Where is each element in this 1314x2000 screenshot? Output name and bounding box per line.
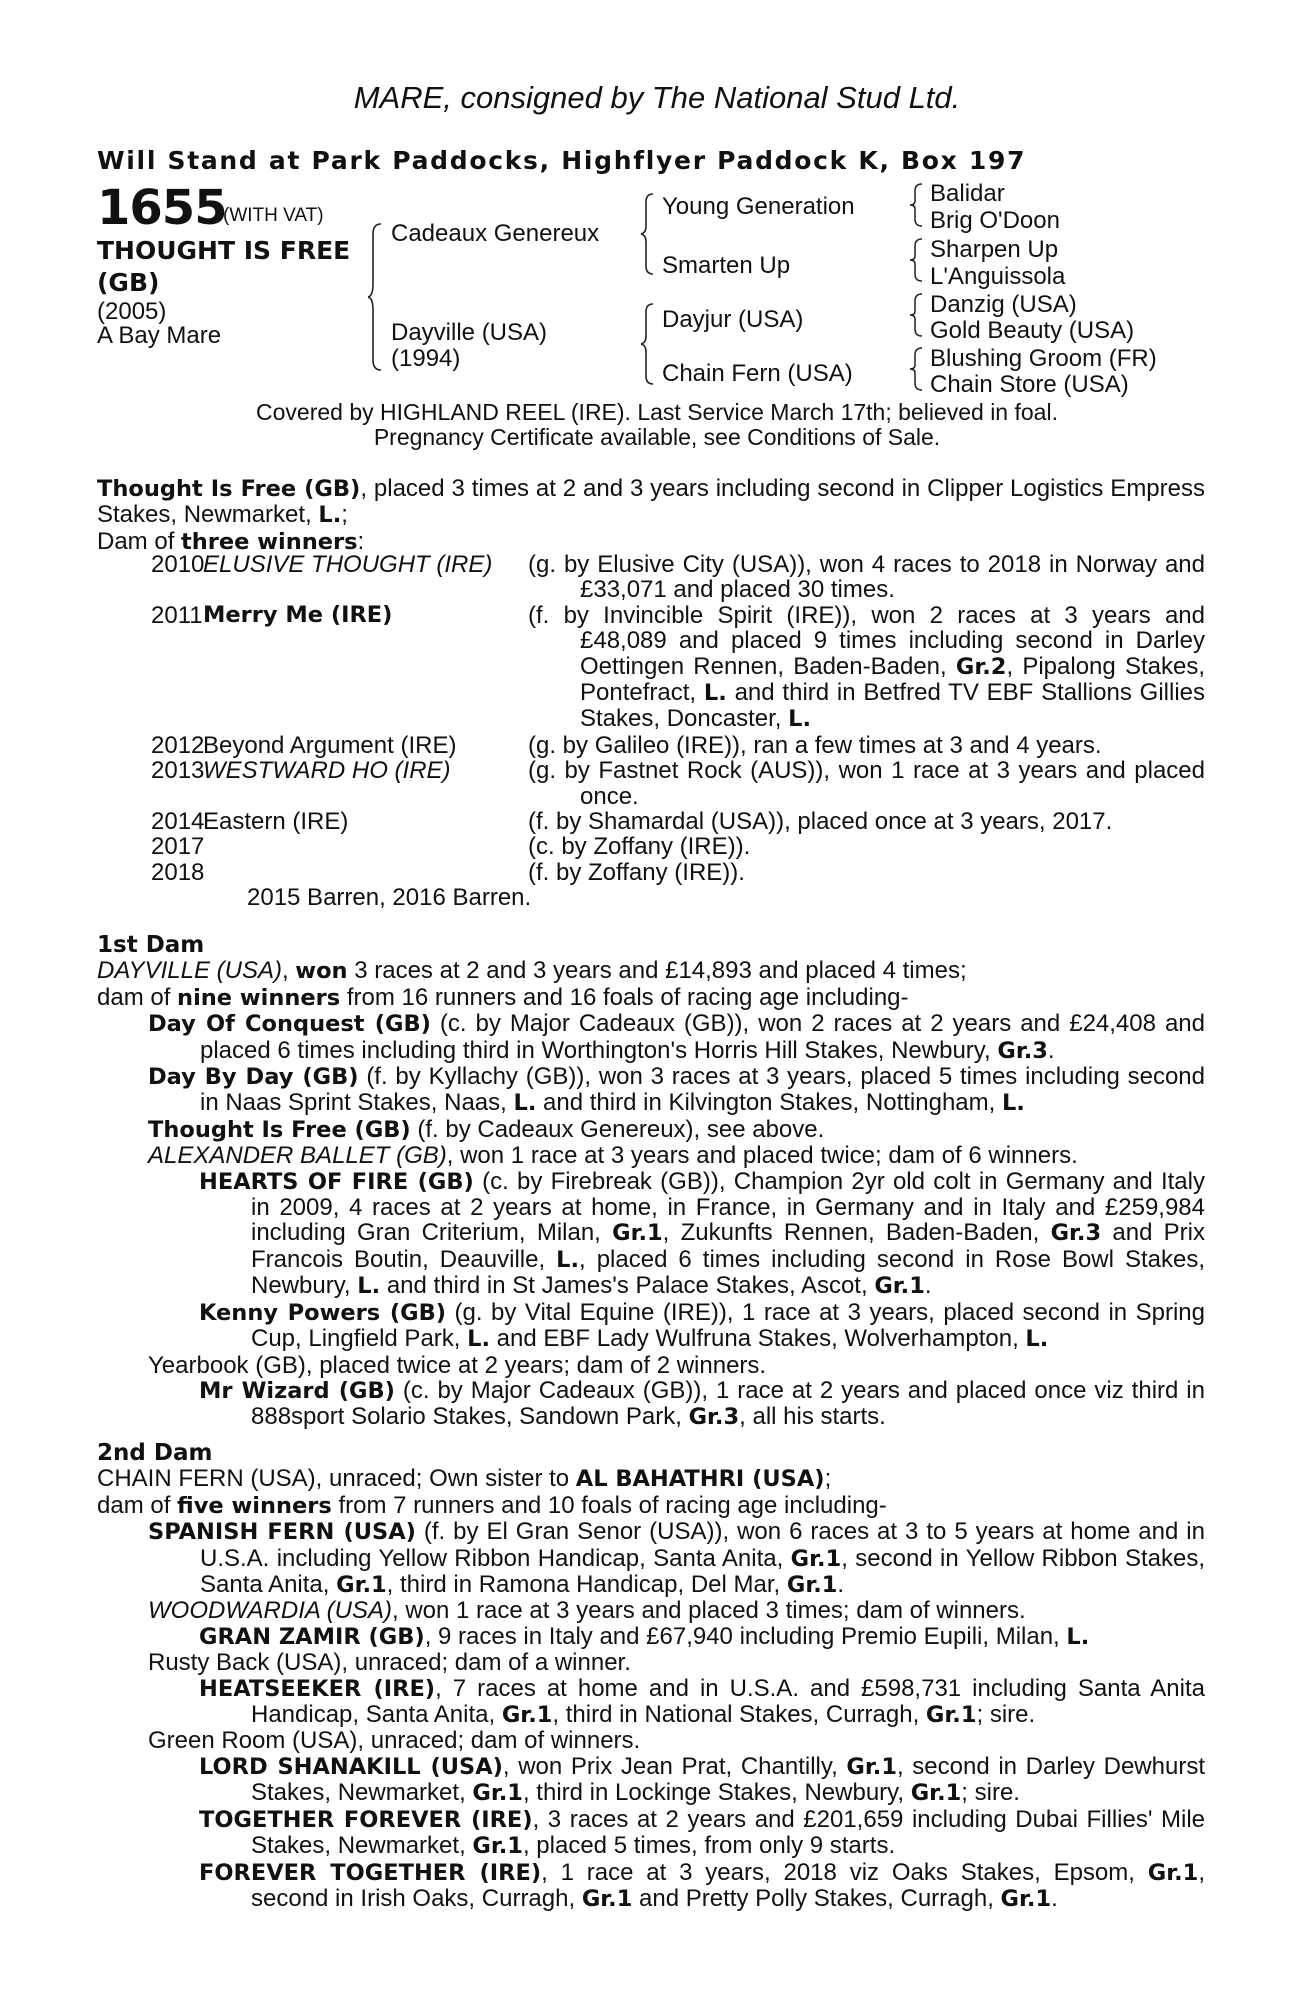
- produce-text: ; sire.: [976, 1701, 1036, 1729]
- produce-text: and Pretty Polly Stakes, Curragh,: [632, 1884, 1001, 1912]
- grade: L.: [788, 706, 811, 733]
- grade: Gr.1: [786, 1572, 838, 1599]
- pedigree-g3: Blushing Groom (FR): [930, 345, 1157, 372]
- standing-line: Will Stand at Park Paddocks, Highflyer Paddock K, Box 197: [97, 146, 1027, 175]
- produce-text: , third in Ramona Handicap, Del Mar,: [386, 1571, 787, 1599]
- produce-text: , 7 races at home and in U.S.A. and £598,731 including Santa Anita Handicap, Santa Anita,: [251, 1674, 1205, 1729]
- progeny-row: [97, 603, 1205, 733]
- grade: L.: [318, 502, 342, 529]
- dam-of-text: from 7 runners and 10 foals of racing age including-: [331, 1491, 887, 1519]
- produce-name: Day By Day (GB): [148, 1064, 359, 1091]
- progeny-name: [203, 834, 528, 859]
- dam-text: 3 races at 2 and 3 years and £14,893 and placed 4 times;: [347, 957, 967, 985]
- progeny-year: 2014: [151, 808, 205, 836]
- grade: Gr.1: [472, 1780, 523, 1807]
- grade: Gr.1: [581, 1885, 633, 1912]
- produce-name: FOREVER TOGETHER (IRE): [199, 1859, 542, 1886]
- grade: L.: [357, 1273, 381, 1300]
- summary-name: Thought Is Free (GB): [97, 476, 361, 502]
- punct: .: [1047, 1036, 1055, 1064]
- progeny-name: Beyond Argument (IRE): [203, 731, 457, 759]
- pedigree-g3: Balidar: [930, 180, 1005, 207]
- progeny-year: 2013: [151, 757, 205, 785]
- second-dam-section: [97, 1440, 1205, 1912]
- produce-name: SPANISH FERN (USA): [148, 1519, 416, 1546]
- produce-text: (f. by Cadeaux Genereux), see above.: [410, 1115, 825, 1143]
- produce-text: , all his starts.: [739, 1403, 886, 1431]
- grade: L.: [556, 1246, 580, 1273]
- grade: L.: [467, 1326, 491, 1353]
- grade: Gr.1: [1000, 1885, 1052, 1912]
- produce-text: , second in Darley Dewhurst Stakes, Newmarket,: [251, 1752, 1205, 1807]
- produce-entry: [97, 1598, 1205, 1623]
- produce-text: , won Prix Jean Prat, Chantilly,: [502, 1752, 847, 1780]
- produce-text: and Prix Francois Boutin, Deauville,: [251, 1219, 1205, 1273]
- grade: Gr.1: [910, 1780, 962, 1807]
- covering-line: Covered by HIGHLAND REEL (IRE). Last Service March 17th; believed in foal.: [256, 399, 1058, 425]
- pedigree-dam-year: (1994): [391, 345, 461, 372]
- produce-text: , 9 races in Italy and £67,940 including Premio Eupili, Milan,: [424, 1622, 1067, 1650]
- progeny-desc-text: (f. by Shamardal (USA)), placed once at 3 years, 2017.: [528, 808, 1113, 836]
- lot-number: 1655: [97, 180, 227, 236]
- progeny-desc-text: (c. by Zoffany (IRE)).: [528, 833, 751, 861]
- grade: Gr.3: [1050, 1220, 1102, 1247]
- produce-entry: [97, 1650, 1205, 1675]
- produce-entry: [97, 1860, 1205, 1913]
- produce-text: ; sire.: [961, 1779, 1020, 1807]
- punct: .: [837, 1571, 845, 1599]
- produce-text: , Zukunfts Rennen, Baden-Baden,: [662, 1219, 1051, 1247]
- progeny-desc: [528, 834, 1205, 859]
- progeny-table: [97, 552, 1205, 911]
- sister-name: AL BAHATHRI (USA): [575, 1466, 825, 1493]
- grade: L.: [1066, 1623, 1090, 1650]
- won-label: won: [295, 958, 348, 985]
- produce-text: (f. by El Gran Senor (USA)), won 6 races at 3 to 5 years at home and in U.S.A. including Yellow Ribbon Handicap, Santa Anita,: [200, 1518, 1205, 1572]
- pedigree-g3: Danzig (USA): [930, 291, 1077, 318]
- pedigree-dam: Dayville (USA): [391, 319, 548, 346]
- produce-text: , 1 race at 3 years, 2018 viz Oaks Stakes, Epsom,: [541, 1858, 1148, 1886]
- progeny-name: [203, 860, 528, 885]
- produce-text: and third in St James's Palace Stakes, Ascot,: [380, 1272, 875, 1300]
- produce-text: , third in Lockinge Stakes, Newbury,: [522, 1779, 911, 1807]
- produce-name: HEARTS OF FIRE (GB): [199, 1168, 474, 1195]
- summary-text: , placed 3 times at 2 and 3 years including second in Clipper Logistics Empress Stakes, Newmarket,: [97, 475, 1205, 529]
- pregnancy-line: Pregnancy Certificate available, see Conditions of Sale.: [373, 424, 941, 450]
- produce-entry: [97, 1169, 1205, 1300]
- produce-text: , won 1 race at 3 years and placed 3 times; dam of winners.: [392, 1597, 1026, 1625]
- pedigree-brace-g3-4: [909, 346, 925, 392]
- produce-entry: [97, 1117, 1205, 1143]
- produce-entry: [97, 1064, 1205, 1117]
- progeny-row: [97, 552, 1205, 603]
- produce-text: (c. by Major Cadeaux (GB)), 1 race at 2 years and placed once viz third in 888sport Solario Stakes, Sandown Park,: [251, 1376, 1205, 1431]
- produce-text: (g. by Vital Equine (IRE)), 1 race at 3 years, placed second in Spring Cup, Lingfield Park,: [251, 1298, 1205, 1353]
- dam-name: DAYVILLE (USA): [97, 957, 282, 985]
- produce-entry: [97, 1300, 1205, 1353]
- pedigree-brace-sire: [640, 192, 656, 276]
- grade: Gr.1: [501, 1702, 553, 1729]
- produce-entry: [97, 1143, 1205, 1168]
- produce-entry: [97, 1353, 1205, 1378]
- progeny-row: [97, 834, 1205, 859]
- pedigree-brace-g3-3: [909, 292, 925, 338]
- first-dam-section: 1st Dam DAYVILLE (USA), won 3 races at 2 and 3 years and £14,893 and placed 4 times; dam of nine winners from 16 runners and 16 foals of racing age including- Day Of Conquest (GB) (c. by Major Cadeaux (GB)), won 2 races at 2 years and £24,408 and placed 6 times including third in Worthington's Horris Hill Stakes, Newbury, Gr.3. Day By Day (GB) (f. by Kyllachy (GB)), won 3 races at 3 years, placed 5 times including second in Naas Sprint Stakes, Naas, L. and third in Kilvington Stakes, Nottingham, L. Thought Is Free (GB) (f. by Cadeaux Genereux), see above. ALEXANDER BALLET (GB), won 1 race at 3 years and placed twice; dam of 6 winners. HEARTS OF FIRE (GB) (c. by Firebreak (GB)), Champion 2yr old colt in Germany and Italy in 2009, 4 races at 2 years at home, in France, in Germany and in Italy and £259,984 including Gran Criterium, Milan, Gr.1, Zukunfts Rennen, Baden-Baden, Gr.3 and Prix Francois Boutin, Deauville, L., placed 6 times including second in Rose Bowl Stakes, Newbury, L. and third in St James's Palace Stakes, Ascot, Gr.1. Kenny Powers (GB) (g. by Vital Equine (IRE)), 1 race at 3 years, placed second in Spring Cup, Lingfield Park, L. and EBF Lady Wulfruna Stakes, Wolverhampton, L. Yearbook (GB), placed twice at 2 years; dam of 2 winners. Mr Wizard (GB) (c. by Major Cadeaux (GB)), 1 race at 2 years and placed once viz third in 888sport Solario Stakes, Sandown Park, Gr.3, all his starts.: [97, 932, 1206, 1431]
- grade: Gr.1: [874, 1273, 925, 1300]
- consignment-line: MARE, consigned by The National Stud Ltd.: [353, 80, 961, 115]
- produce-text: (f. by Kyllachy (GB)), won 3 races at 3 years, placed 5 times including second in Naas Sprint Stakes, Naas,: [200, 1063, 1206, 1117]
- produce-name: Rusty Back (USA), unraced; dam of a winner.: [148, 1649, 631, 1677]
- dam-of-text: from 16 runners and 16 foals of racing age including-: [340, 983, 909, 1011]
- progeny-desc: [528, 552, 1205, 603]
- grade: Gr.1: [846, 1753, 897, 1780]
- produce-text: , placed 6 times including second in Rose Bowl Stakes, Newbury,: [251, 1245, 1205, 1300]
- grade: Gr.1: [336, 1572, 387, 1599]
- progeny-desc-text: (g. by Fastnet Rock (AUS)), won 1 race at 3 years and placed once.: [528, 757, 1205, 810]
- progeny-name-text: ELUSIVE THOUGHT (IRE): [203, 551, 493, 578]
- punct: .: [924, 1272, 932, 1300]
- produce-text: , third in National Stakes, Curragh,: [552, 1701, 926, 1729]
- produce-name: HEATSEEKER (IRE): [199, 1675, 436, 1702]
- progeny-name: Merry Me (IRE): [203, 601, 393, 628]
- horse-description: A Bay Mare: [97, 322, 222, 349]
- produce-text: (c. by Firebreak (GB)), Champion 2yr old colt in Germany and Italy in 2009, 4 races at 2 years at home, in France, in Germany and in Italy and £259,984 including Gran Criterium, Milan,: [251, 1167, 1205, 1247]
- produce-name: Yearbook (GB), placed twice at 2 years; dam of 2 winners.: [148, 1351, 767, 1379]
- foaling-year: (2005): [97, 298, 167, 325]
- progeny-desc: [528, 758, 1205, 809]
- progeny-desc-text: , Pipalong Stakes, Pontefract,: [580, 652, 1206, 707]
- progeny-name: [203, 552, 528, 603]
- dam-of-label: dam of: [97, 983, 178, 1011]
- dam-of-label: Dam of: [97, 527, 182, 555]
- progeny-desc-text: (g. by Galileo (IRE)), ran a few times at 3 and 4 years.: [528, 731, 1102, 759]
- produce-name: WOODWARDIA (USA): [148, 1597, 392, 1625]
- pedigree-g3: Brig O'Doon: [930, 207, 1060, 234]
- pedigree-g3: Gold Beauty (USA): [930, 317, 1135, 344]
- produce-entry: [97, 1807, 1205, 1860]
- punct: .: [1051, 1884, 1058, 1912]
- produce-entry: [97, 1011, 1205, 1064]
- progeny-name: Eastern (IRE): [203, 808, 349, 836]
- grade: Gr.1: [612, 1220, 663, 1247]
- progeny-year: 2017: [151, 833, 205, 861]
- produce-name: Mr Wizard (GB): [199, 1377, 395, 1404]
- winners-count: three winners: [181, 528, 358, 555]
- produce-entry: [97, 1676, 1205, 1729]
- progeny-row: [97, 758, 1205, 809]
- progeny-desc-text: (g. by Elusive City (USA)), won 4 races to 2018 in Norway and £33,071 and placed 30 times.: [528, 551, 1205, 604]
- produce-name: GRAN ZAMIR (GB): [199, 1623, 425, 1650]
- pedigree-brace-g3-2: [909, 237, 925, 283]
- produce-text: , 3 races at 2 years and £201,659 including Dubai Fillies' Mile Stakes, Newmarket,: [251, 1805, 1205, 1860]
- grade: Gr.1: [1147, 1859, 1199, 1886]
- section-heading: 2nd Dam: [97, 1440, 213, 1466]
- produce-text: , second in Yellow Ribbon Stakes, Santa Anita,: [200, 1544, 1206, 1599]
- pedigree-dam-sire: Dayjur (USA): [662, 306, 804, 333]
- produce-text: , won 1 race at 3 years and placed twice; dam of 6 winners.: [446, 1142, 1078, 1170]
- grade: Gr.1: [790, 1545, 842, 1572]
- pedigree-sire-sire: Young Generation: [662, 193, 855, 220]
- pedigree-brace-dam: [640, 302, 656, 386]
- produce-entry: [97, 1624, 1205, 1650]
- grade: Gr.2: [955, 653, 1007, 680]
- progeny-year: 2012: [151, 731, 205, 759]
- produce-name: Green Room (USA), unraced; dam of winners.: [148, 1727, 641, 1755]
- barren-note: 2015 Barren, 2016 Barren.: [247, 884, 532, 912]
- progeny-year: 2010: [151, 551, 205, 578]
- grade: Gr.3: [997, 1037, 1048, 1064]
- progeny-desc: [528, 860, 1205, 885]
- punct: ;: [824, 1465, 832, 1493]
- produce-text: and EBF Lady Wulfruna Stakes, Wolverhampton,: [490, 1325, 1026, 1353]
- produce-name: LORD SHANAKILL (USA): [199, 1753, 503, 1780]
- produce-text: and third in Kilvington Stakes, Nottingham,: [536, 1089, 1002, 1117]
- produce-entry: [97, 1519, 1205, 1598]
- progeny-name: WESTWARD HO (IRE): [203, 757, 451, 785]
- produce-entry: [97, 1378, 1205, 1431]
- progeny-desc-text: (f. by Zoffany (IRE)).: [528, 858, 745, 886]
- produce-name: Day Of Conquest (GB): [148, 1011, 431, 1038]
- pedigree-brace-g3-1: [909, 182, 925, 228]
- vat-note: (WITH VAT): [223, 205, 324, 226]
- progeny-desc-text: and third in Betfred TV EBF Stallions Gillies Stakes, Doncaster,: [580, 679, 1205, 733]
- produce-name: Kenny Powers (GB): [199, 1299, 447, 1326]
- progeny-row: [97, 733, 1205, 758]
- progeny-row: [97, 860, 1205, 885]
- grade: L.: [1001, 1090, 1025, 1117]
- grade: Gr.1: [925, 1702, 977, 1729]
- progeny-desc: [528, 733, 1205, 758]
- winners-count: nine winners: [177, 984, 341, 1011]
- punct: :: [357, 527, 365, 555]
- grade: Gr.3: [688, 1404, 740, 1431]
- progeny-year: 2011: [151, 601, 203, 629]
- produce-name: TOGETHER FOREVER (IRE): [199, 1806, 533, 1833]
- pedigree-g3: Chain Store (USA): [930, 371, 1129, 398]
- grade: L.: [513, 1090, 537, 1117]
- pedigree-brace-main: [368, 222, 384, 372]
- summary-block: [97, 476, 1205, 555]
- pedigree-g3: Sharpen Up: [930, 236, 1059, 263]
- pedigree-sire-dam: Smarten Up: [662, 252, 791, 279]
- horse-name: THOUGHT IS FREE (GB): [97, 236, 351, 297]
- progeny-desc: [528, 809, 1205, 834]
- grade: L.: [1025, 1326, 1049, 1353]
- winners-count: five winners: [177, 1492, 332, 1519]
- dam-of-label: dam of: [97, 1491, 178, 1519]
- produce-entry: [97, 1728, 1205, 1753]
- produce-name: ALEXANDER BALLET (GB): [148, 1142, 447, 1170]
- grade: L.: [703, 680, 727, 707]
- produce-text: (c. by Major Cadeaux (GB)), won 2 races at 2 years and £24,408 and placed 6 times including third in Worthington's Horris Hill Stakes, Newbury,: [200, 1010, 1205, 1064]
- pedigree-dam-dam: Chain Fern (USA): [662, 360, 853, 387]
- progeny-year: 2018: [151, 858, 205, 886]
- produce-text: , second in Irish Oaks, Curragh,: [251, 1858, 1205, 1912]
- progeny-desc-text: (f. by Invincible Spirit (IRE)), won 2 races at 3 years and £48,089 and placed 9 times including second in Darley Oettingen Rennen, Baden-Baden,: [528, 601, 1205, 680]
- produce-entry: [97, 1754, 1205, 1807]
- grade: Gr.1: [472, 1833, 523, 1860]
- punct: ;: [341, 501, 348, 529]
- dam-text: CHAIN FERN (USA), unraced; Own sister to: [97, 1465, 576, 1493]
- pedigree-sire: Cadeaux Genereux: [391, 220, 600, 247]
- produce-text: , placed 5 times, from only 9 starts.: [522, 1832, 896, 1860]
- section-heading: 1st Dam: [97, 932, 205, 958]
- progeny-desc: [528, 603, 1205, 733]
- progeny-row: [97, 809, 1205, 834]
- pedigree-g3: L'Anguissola: [930, 263, 1066, 290]
- produce-name: Thought Is Free (GB): [148, 1116, 411, 1143]
